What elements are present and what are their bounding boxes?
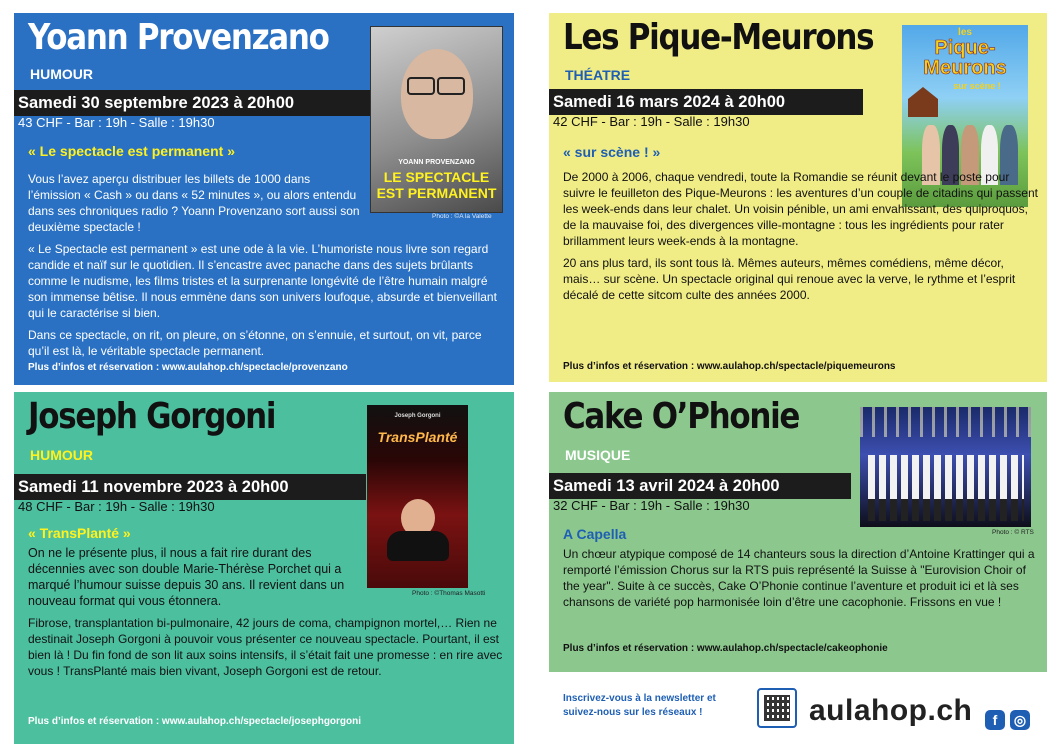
show-description — [28, 545, 506, 685]
show-title: Cake O’Phonie — [563, 396, 800, 437]
show-genre: HUMOUR — [30, 447, 93, 463]
photo-credit: Photo : © RTS — [992, 529, 1034, 536]
show-card-gorgoni — [14, 392, 514, 744]
show-genre: HUMOUR — [30, 66, 93, 82]
poster-title-line1: LE SPECTACLE — [383, 169, 490, 185]
poster-title: TransPlanté — [377, 429, 458, 445]
show-tagline: « TransPlanté » — [28, 525, 131, 541]
show-date: Samedi 16 mars 2024 à 20h00 — [549, 89, 863, 115]
facebook-icon[interactable]: f — [985, 710, 1005, 730]
show-price-info: 42 CHF - Bar : 19h - Salle : 19h30 — [553, 114, 750, 129]
show-title: Joseph Gorgoni — [28, 396, 276, 437]
poster-artist: Joseph Gorgoni — [394, 413, 441, 419]
show-title: Les Pique-Meurons — [563, 17, 874, 58]
poster-title-line2: Meurons — [923, 57, 1007, 79]
show-card-piquemeurons — [549, 13, 1047, 382]
poster-title-line2: EST PERMANENT — [376, 185, 497, 201]
booking-link[interactable]: Plus d’infos et réservation : www.aulahop.ch/spectacle/provenzano — [28, 362, 348, 373]
description-paragraph: Fibrose, transplantation bi-pulmonaire, 42 jours de coma, champignon mortel,… Rien ne destinait Joseph Gorgoni à pouvoir vous présenter ce nouveau spectacle. Pourtant, il est bien là ! Du fin fond de son lit aux soins intensifs, il s’était fait une promesse : en rire avec vous ! TransPlanté mais bien vivant, Joseph Gorgoni est de retour. — [28, 616, 503, 678]
show-genre: MUSIQUE — [565, 447, 631, 463]
photo-credit: Photo : ©Thomas Masotti — [412, 590, 486, 597]
photo-credit: Photo : ©A la Valette — [432, 213, 492, 220]
show-genre: THÉATRE — [565, 67, 631, 83]
show-tagline: A Capella — [563, 526, 627, 542]
newsletter-callout — [563, 692, 753, 720]
instagram-icon[interactable]: ◎ — [1010, 710, 1030, 730]
show-photo — [860, 407, 1031, 527]
show-description — [563, 169, 1039, 309]
qr-code-icon[interactable] — [757, 688, 797, 728]
booking-link[interactable]: Plus d’infos et réservation : www.aulahop.ch/spectacle/josephgorgoni — [28, 716, 362, 727]
show-description — [563, 546, 1039, 616]
newsletter-line2: suivez-nous sur les réseaux ! — [563, 707, 703, 718]
poster-title-line1: Pique- — [934, 37, 996, 59]
newsletter-line1: Inscrivez-vous à la newsletter et — [563, 693, 716, 704]
booking-link[interactable]: Plus d’infos et réservation : www.aulahop.ch/spectacle/cakeophonie — [563, 643, 888, 654]
description-paragraph: On ne le présente plus, il nous a fait rire durant des décennies avec son double Marie-Thérèse Porchet qui a marqué l’humour suisse depuis 30 ans. Il revient dans un nouveau format qui vous étonnera. — [28, 546, 345, 608]
show-date: Samedi 13 avril 2024 à 20h00 — [549, 473, 851, 499]
poster-les: les — [958, 27, 972, 38]
booking-link[interactable]: Plus d’infos et réservation : www.aulahop.ch/spectacle/piquemeurons — [563, 361, 896, 372]
description-paragraph: De 2000 à 2006, chaque vendredi, toute la Romandie se réunit devant le poste pour suivre le feuilleton des Pique-Meurons : les aventures d’un couple de citadins qui passent les week-ends dans leur chalet. Un voisin pénible, un ami envahissant, des quiproquos, de la mauvaise foi, des divergences ville-montagne : tous les ingrédients pour rater brillamment leurs week-ends à la montagne. — [563, 170, 1038, 248]
description-paragraph: Un chœur atypique composé de 14 chanteurs sous la direction d’Antoine Krattinger qui a remporté l’émission Chorus sur la RTS puis représenté la Suisse à "Eurovision Choir of the year". Suite à ce succès, Cake O’Phonie continue l’aventure et produit ici et là ses chansons de variété pop harmonisée loin d’être une cacophonie. Frissons en vue ! — [563, 547, 1035, 609]
description-paragraph: 20 ans plus tard, ils sont tous là. Mêmes auteurs, mêmes comédiens, même décor, mais… sur scène. Un spectacle original qui renoue avec la verve, le rythme et l’esprit décalé de cette sitcom culte des années 2000. — [563, 256, 1016, 302]
show-tagline: « Le spectacle est permanent » — [28, 143, 235, 159]
poster-subtitle: sur scène ! — [953, 81, 1001, 91]
show-price-info: 32 CHF - Bar : 19h - Salle : 19h30 — [553, 498, 750, 513]
show-price-info: 48 CHF - Bar : 19h - Salle : 19h30 — [18, 499, 215, 514]
show-title: Yoann Provenzano — [28, 17, 329, 58]
footer — [549, 680, 1047, 744]
description-paragraph: Dans ce spectacle, on rit, on pleure, on s’étonne, on s’ennuie, et surtout, on vit, parce qu’il est là, le véritable spectacle permanent. — [28, 328, 482, 358]
show-date: Samedi 30 septembre 2023 à 20h00 — [14, 90, 372, 116]
show-card-provenzano — [14, 13, 514, 385]
show-tagline: « sur scène ! » — [563, 144, 661, 160]
poster-artist: YOANN PROVENZANO — [398, 159, 475, 166]
show-price-info: 43 CHF - Bar : 19h - Salle : 19h30 — [18, 115, 215, 130]
show-description — [28, 171, 506, 365]
description-paragraph: Vous l’avez aperçu distribuer les billets de 1000 dans l’émission « Cash » ou dans « 52 minutes », ou alors entendu dans ses chroniques radio ? Yoann Provenzano sort aussi son deuxième spectacle ! — [28, 172, 360, 234]
description-paragraph: « Le Spectacle est permanent » est une ode à la vie. L’humoriste nous livre son regard candide et naïf sur le quotidien. Il s’encastre avec panache dans des sujets brûlants comme le nudisme, les films tristes et la surprenante longévité de l’être humain malgré son immense bêtise. Il nous emmène dans son univers loufoque, absurde et bienveillant qui le caractérise si bien. — [28, 242, 497, 320]
show-date: Samedi 11 novembre 2023 à 20h00 — [14, 474, 366, 500]
show-card-cakeophonie — [549, 392, 1047, 672]
site-name[interactable]: aulahop.ch — [809, 694, 973, 727]
